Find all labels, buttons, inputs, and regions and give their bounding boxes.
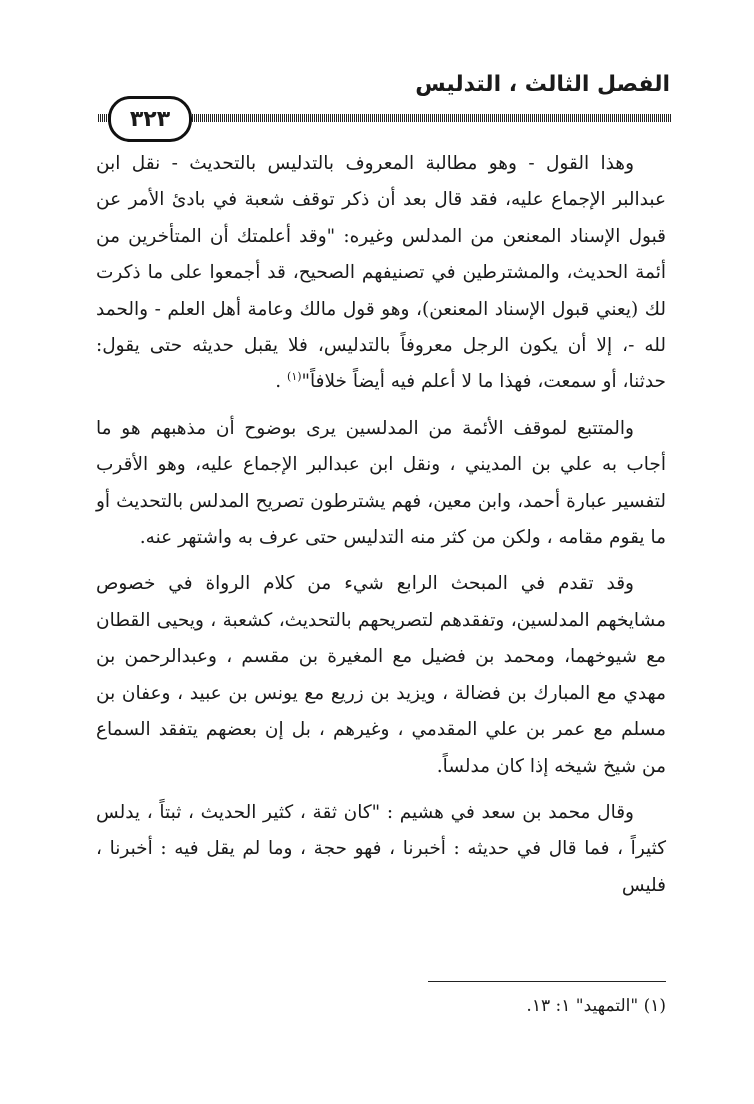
footnote-marker[interactable]: (١)	[287, 370, 302, 384]
page-number: ٣٢٣	[129, 106, 171, 132]
paragraph-1	[96, 146, 666, 401]
paragraph-3: وقد تقدم في المبحث الرابع شيء من كلام الرواة في خصوص مشايخهم المدلسين، وتفقدهم لتصريحهم بالتحديث، كشعبة ، ويحيى القطان مع شيوخهما، ومحمد بن فضيل مع المغيرة بن مقسم ، وعبدالرحمن بن مهدي مع المبارك بن فضالة ، ويزيد بن زريع مع يونس بن عبيد ، وعفان بن مسلم مع عمر بن علي المقدمي ، وغيرهم ، بل إن بعضهم يتفقد السماع من شيخ شيخه إذا كان مدلساً.	[96, 573, 666, 777]
footnote-rule	[428, 981, 666, 982]
paragraph-2: والمتتبع لموقف الأئمة من المدلسين يرى بوضوح أن مذهبهم هو ما أجاب به علي بن المديني ، ونقل ابن عبدالبر الإجماع عليه، وهو الأقرب لتفسير عبارة أحمد، وابن معين، فهم يشترطون تصريح المدلس بالتحديث أو ما يقوم مقامه ، ولكن من كثر منه التدليس حتى عرف به واشتهر عنه.	[96, 417, 666, 549]
running-title: الفصل الثالث ، التدليس	[415, 72, 670, 97]
paragraph-1-end: .	[275, 371, 288, 393]
body-text	[96, 146, 666, 904]
paragraph-4: وقال محمد بن سعد في هشيم : "كان ثقة ، كثير الحديث ، ثبتاً ، يدلس كثيراً ، فما قال في حديثه : أخبرنا ، فهو حجة ، وما لم يقل فيه : أخبرنا ، فليس	[96, 801, 666, 896]
footnote: (١) "التمهيد" ١: ١٣.	[526, 996, 666, 1016]
page-number-badge	[108, 96, 192, 142]
paragraph-1-text: وهذا القول - وهو مطالبة المعروف بالتدليس بالتحديث - نقل ابن عبدالبر الإجماع عليه، فقد قال بعد أن ذكر توقف شعبة في بادئ الأمر عن قبول الإسناد المعنعن من المدلس وغيره: "وقد أعلمتك أن المتأخرين من أئمة الحديث، والمشترطين في تصنيفهم الصحيح، قد أجمعوا على ما ذكرت لك (يعني قبول الإسناد المعنعن)، وهو قول مالك وعامة أهل العلم - والحمد لله -، إلا أن يكون الرجل معروفاً بالتدليس، فلا يقبل حديثه حتى يقول: حدثنا، أو سمعت، فهذا ما لا أعلم فيه أيضاً خلافاً"	[96, 153, 666, 393]
